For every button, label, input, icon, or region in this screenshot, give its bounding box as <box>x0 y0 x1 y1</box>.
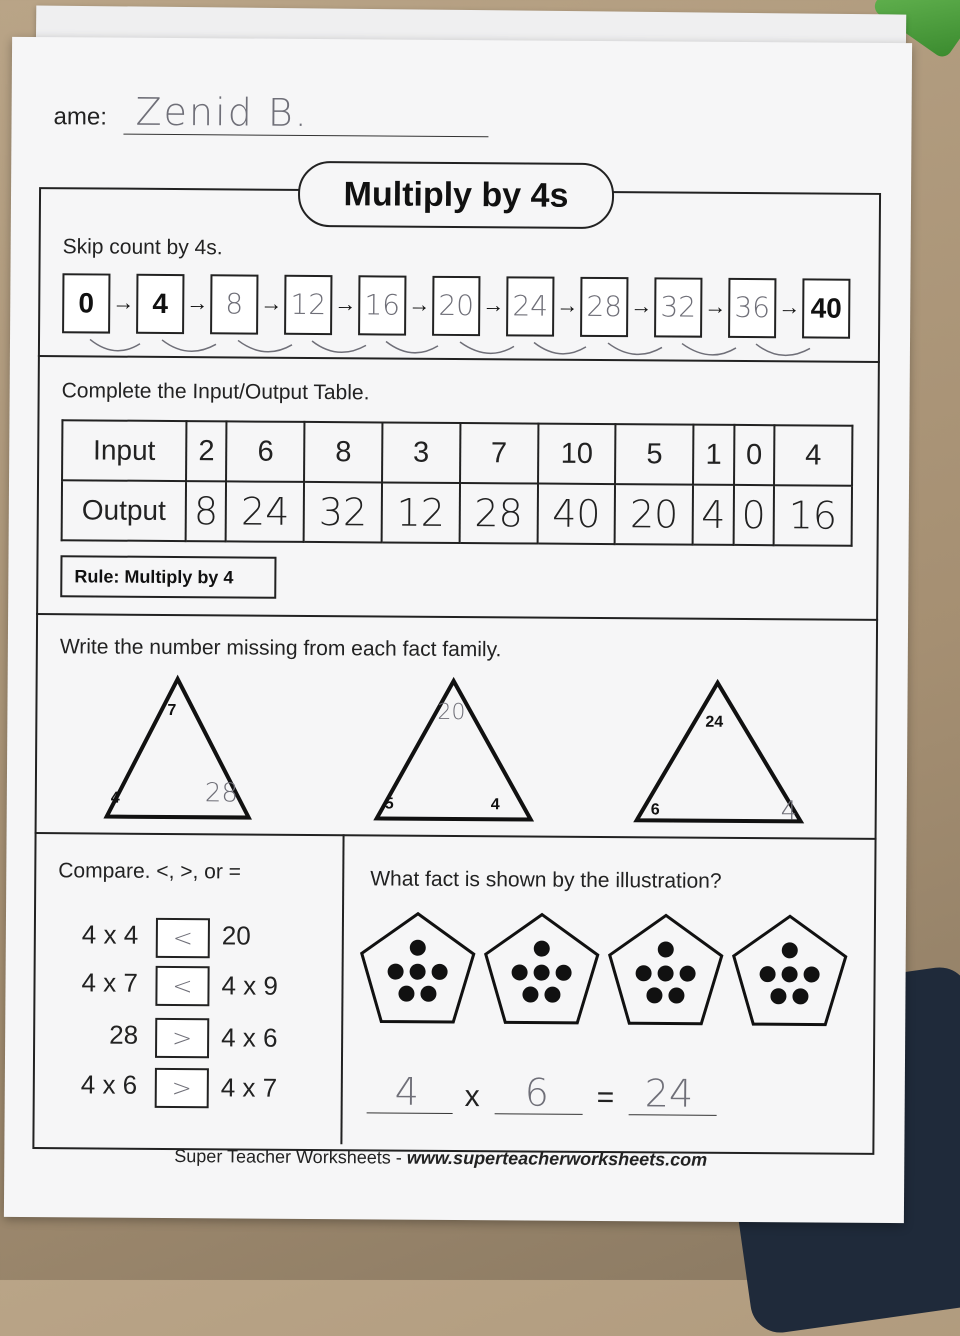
illustration-prompt: What fact is shown by the illustration? <box>370 867 722 893</box>
io-table <box>61 419 854 547</box>
input-cell: 10 <box>538 424 616 485</box>
arrow-icon: → <box>260 290 283 316</box>
answer-product: 24 <box>644 1071 694 1116</box>
compare-right: 4 x 6 <box>221 1022 278 1053</box>
name-label: ame: <box>53 103 108 131</box>
output-label: Output <box>62 480 186 541</box>
output-cell: 0 <box>733 485 774 545</box>
footer <box>174 1146 707 1171</box>
triangle-2-right: 4 <box>490 796 500 814</box>
skip-box-6: 24 <box>506 276 554 336</box>
skip-box-1: 4 <box>136 274 184 334</box>
arrow-icon: → <box>334 291 357 317</box>
output-cell: 4 <box>693 485 734 545</box>
arrow-icon: → <box>704 293 727 319</box>
skip-box-10: 40 <box>802 278 850 338</box>
triangle-2 <box>369 674 540 825</box>
compare-answer: > <box>155 1018 209 1058</box>
output-cell: 28 <box>459 483 537 544</box>
triangle-3-left: 6 <box>650 801 660 819</box>
arrow-icon: → <box>408 291 431 317</box>
input-row <box>62 420 852 486</box>
input-cell: 8 <box>304 422 382 483</box>
input-label: Input <box>62 420 186 481</box>
triangle-2-top: 20 <box>437 699 466 726</box>
io-prompt: Complete the Input/Output Table. <box>61 379 370 405</box>
skip-box-4: 16 <box>358 275 406 335</box>
answer-factor-b: 6 <box>524 1070 550 1115</box>
compare-right: 4 x 9 <box>221 970 278 1001</box>
input-cell: 6 <box>226 421 304 482</box>
compare-left: 4 x 4 <box>81 919 139 950</box>
arrow-icon: → <box>186 290 209 316</box>
triangle-3-right: 4 <box>780 796 798 827</box>
input-cell: 0 <box>734 425 775 485</box>
output-cell: 12 <box>382 482 460 543</box>
input-cell: 2 <box>186 421 227 481</box>
pentagon-group <box>733 916 846 1025</box>
pentagon-group <box>485 914 598 1023</box>
equals-sign: = <box>596 1080 615 1115</box>
worksheet <box>4 37 912 1223</box>
input-cell: 7 <box>460 423 538 484</box>
skip-box-7: 28 <box>580 277 628 337</box>
arrow-icon: → <box>482 292 505 318</box>
skip-count-prompt: Skip count by 4s. <box>62 235 223 260</box>
compare-left: 4 x 7 <box>81 967 139 998</box>
output-cell: 32 <box>304 482 382 543</box>
pentagon-groups <box>357 909 858 1032</box>
skip-box-5: 20 <box>432 276 480 336</box>
compare-right: 20 <box>221 920 251 951</box>
rule-box: Rule: Multiply by 4 <box>60 555 276 599</box>
skip-box-9: 36 <box>728 278 776 338</box>
footer-text: Super Teacher Worksheets - <box>174 1146 407 1168</box>
arrow-icon: → <box>556 292 579 318</box>
compare-prompt: Compare. <, >, or = <box>58 859 242 884</box>
output-cell: 16 <box>774 485 852 546</box>
input-cell: 4 <box>774 425 852 486</box>
skip-box-0: 0 <box>62 273 110 333</box>
times-sign: x <box>464 1080 480 1114</box>
hop-arrows <box>70 333 840 368</box>
output-row <box>62 480 852 546</box>
input-cell: 5 <box>615 424 693 485</box>
skip-box-3: 12 <box>284 275 332 335</box>
compare-left: 4 x 6 <box>80 1069 138 1100</box>
arrow-icon: → <box>112 289 135 315</box>
compare-answer: > <box>155 1068 209 1108</box>
triangle-3-top: 24 <box>705 713 724 731</box>
fact-family-prompt: Write the number missing from each fact family. <box>59 635 502 662</box>
output-cell: 8 <box>186 481 227 541</box>
compare-answer: < <box>155 966 209 1006</box>
student-name: Zenid B. <box>135 89 309 135</box>
triangle-2-left: 5 <box>384 795 394 813</box>
input-cell: 3 <box>382 422 460 483</box>
output-cell: 40 <box>537 484 615 545</box>
pentagon-group <box>361 913 474 1022</box>
pentagon-group <box>609 915 722 1024</box>
triangle-1-left: 4 <box>110 789 120 807</box>
skip-box-2: 8 <box>210 274 258 334</box>
answer-factor-a: 4 <box>394 1069 420 1114</box>
output-cell: 24 <box>226 481 304 542</box>
footer-url: www.superteacherworksheets.com <box>406 1147 708 1170</box>
triangle-1-right: 28 <box>204 778 239 809</box>
arrow-icon: → <box>778 294 801 320</box>
worksheet-title: Multiply by 4s <box>298 161 614 229</box>
output-cell: 20 <box>615 484 693 545</box>
input-cell: 1 <box>693 425 734 485</box>
skip-count-chain <box>62 273 862 339</box>
compare-answer: < <box>156 918 210 958</box>
compare-right: 4 x 7 <box>220 1072 278 1103</box>
skip-box-8: 32 <box>654 277 702 337</box>
compare-left: 28 <box>109 1019 139 1050</box>
arrow-icon: → <box>630 293 653 319</box>
triangle-1-top: 7 <box>167 701 177 720</box>
